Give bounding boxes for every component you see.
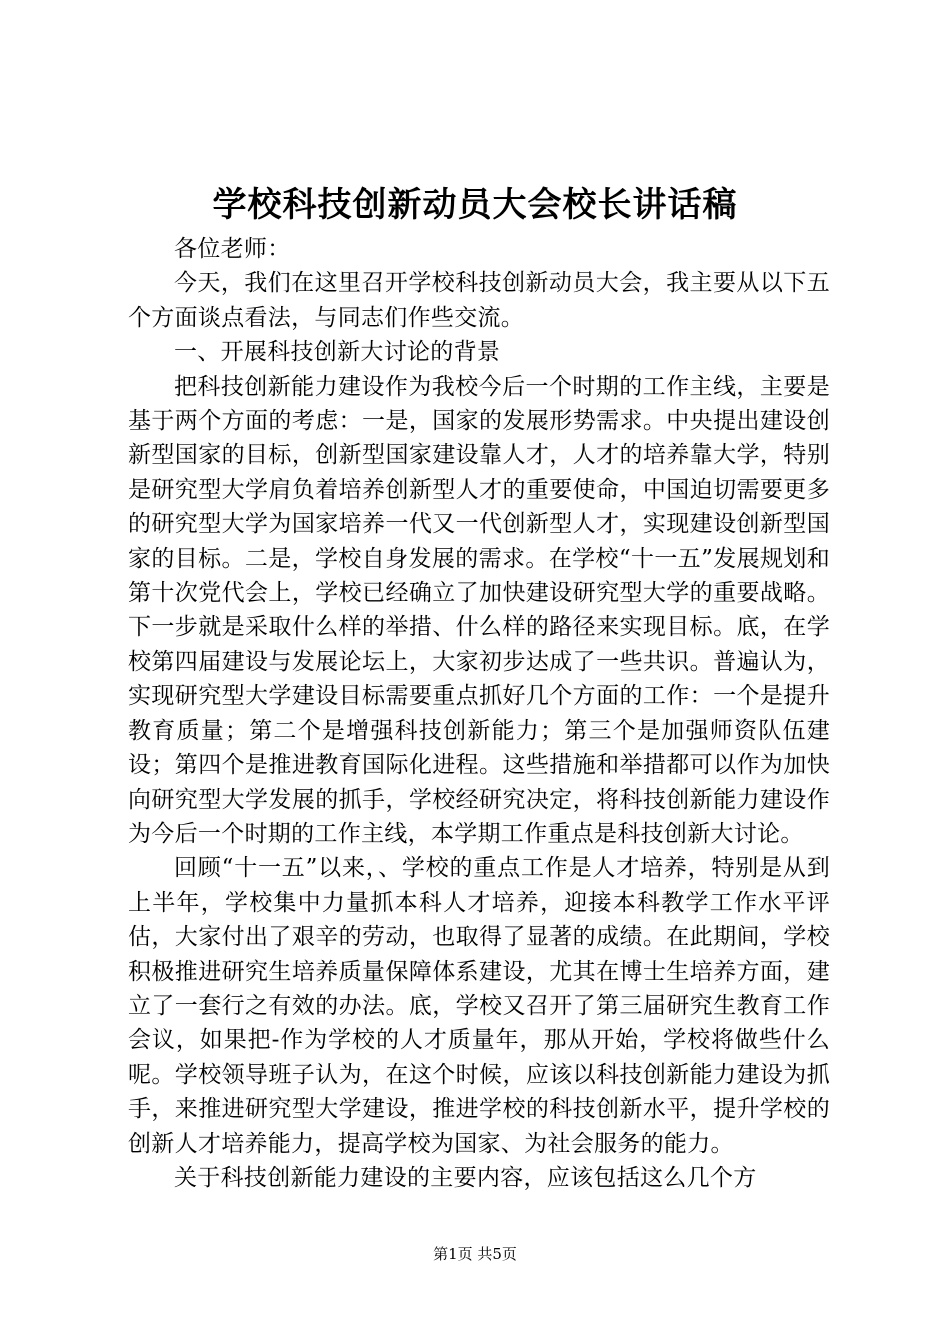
paragraph-salutation: 各位老师：: [174, 236, 291, 262]
paragraph-intro: 今天，我们在这里召开学校科技创新动员大会，我主要从以下五个方面谈点看法，与同志们作些交流。: [128, 270, 830, 331]
paragraph-background: 把科技创新能力建设作为我校今后一个时期的工作主线，主要是基于两个方面的考虑：一是，国家的发展形势需求。中央提出建设创新型国家的目标，创新型国家建设靠人才，人才的培养靠大学，特别是研究型大学肩负着培养创新型人才的重要使命，中国迫切需要更多的研究型大学为国家培养一代又一代创新型人才，实现建设创新型国家的目标。二是，学校自身发展的需求。在学校“十一五”发展规划和第十次党代会上，学校已经确立了加快建设研究型大学的重要战略。下一步就是采取什么样的举措、什么样的路径来实现目标。底，在学校第四届建设与发展论坛上，大家初步达成了一些共识。普遍认为，实现研究型大学建设目标需要重点抓好几个方面的工作：一个是提升教育质量；第二个是增强科技创新能力；第三个是加强师资队伍建设；第四个是推进教育国际化进程。这些措施和举措都可以作为加快向研究型大学发展的抓手，学校经研究决定，将科技创新能力建设作为今后一个时期的工作主线，本学期工作重点是科技创新大讨论。: [128, 373, 830, 847]
page-footer: 第1页 共5页: [433, 1245, 517, 1263]
paragraph-review: 回顾“十一五”以来，、学校的重点工作是人才培养，特别是从到上半年，学校集中力量抓本科人才培养，迎接本科教学工作水平评估，大家付出了艰辛的劳动，也取得了显著的成绩。在此期间，学校积极推进研究生培养质量保障体系建设，尤其在博士生培养方面，建立了一套行之有效的办法。底，学校又召开了第三届研究生教育工作会议，如果把-作为学校的人才质量年，那从开始，学校将做些什么呢。学校领导班子认为，在这个时候，应该以科技创新能力建设为抓手，来推进研究型大学建设，推进学校的科技创新水平，提升学校的创新人才培养能力，提高学校为国家、为社会服务的能力。: [128, 855, 830, 1157]
section-heading-1: 一、开展科技创新大讨论的背景: [174, 339, 501, 366]
paragraph-content: 关于科技创新能力建设的主要内容，应该包括这么几个方: [174, 1164, 757, 1191]
document-title: 学校科技创新动员大会校长讲话稿: [212, 185, 738, 225]
document-body: [128, 232, 830, 1195]
